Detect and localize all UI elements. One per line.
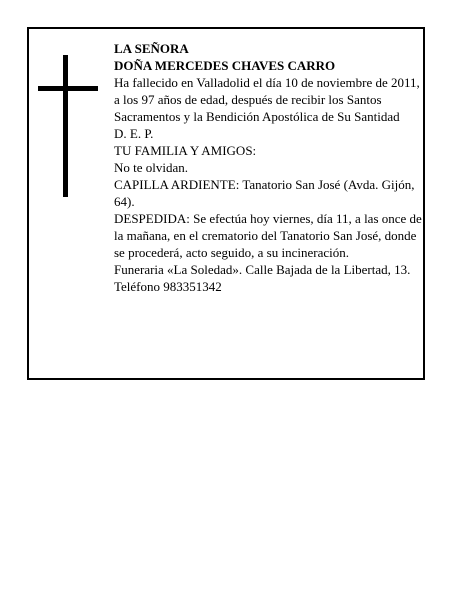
obituary-text (114, 40, 428, 295)
funeral-home-info: Funeraria «La Soledad». Calle Bajada de la Libertad, 13. Teléfono 983351342 (114, 262, 411, 294)
heading-title: LA SEÑORA (114, 41, 189, 56)
cross-icon (38, 55, 98, 197)
remembrance-line: No te olvidan. (114, 160, 189, 175)
death-announcement: Ha fallecido en Valladolid el día 10 de noviembre de 2011, a los 97 años de edad, después de recibir los Santos Sacramentos y la Bendición Apostólica de Su Santidad (114, 75, 420, 124)
deceased-name: DOÑA MERCEDES CHAVES CARRO (114, 58, 336, 73)
rip-line: D. E. P. (114, 126, 154, 141)
cross-vertical-bar (63, 55, 68, 197)
chapel-info: CAPILLA ARDIENTE: Tanatorio San José (Avda. Gijón, 64). (114, 177, 415, 209)
cross-horizontal-bar (38, 86, 98, 91)
farewell-info: DESPEDIDA: Se efectúa hoy viernes, día 11, a las once de la mañana, en el crematorio del Tanatorio San José, donde se procederá, acto seguido, a su incineración. (114, 211, 422, 260)
family-line: TU FAMILIA Y AMIGOS: (114, 143, 257, 158)
